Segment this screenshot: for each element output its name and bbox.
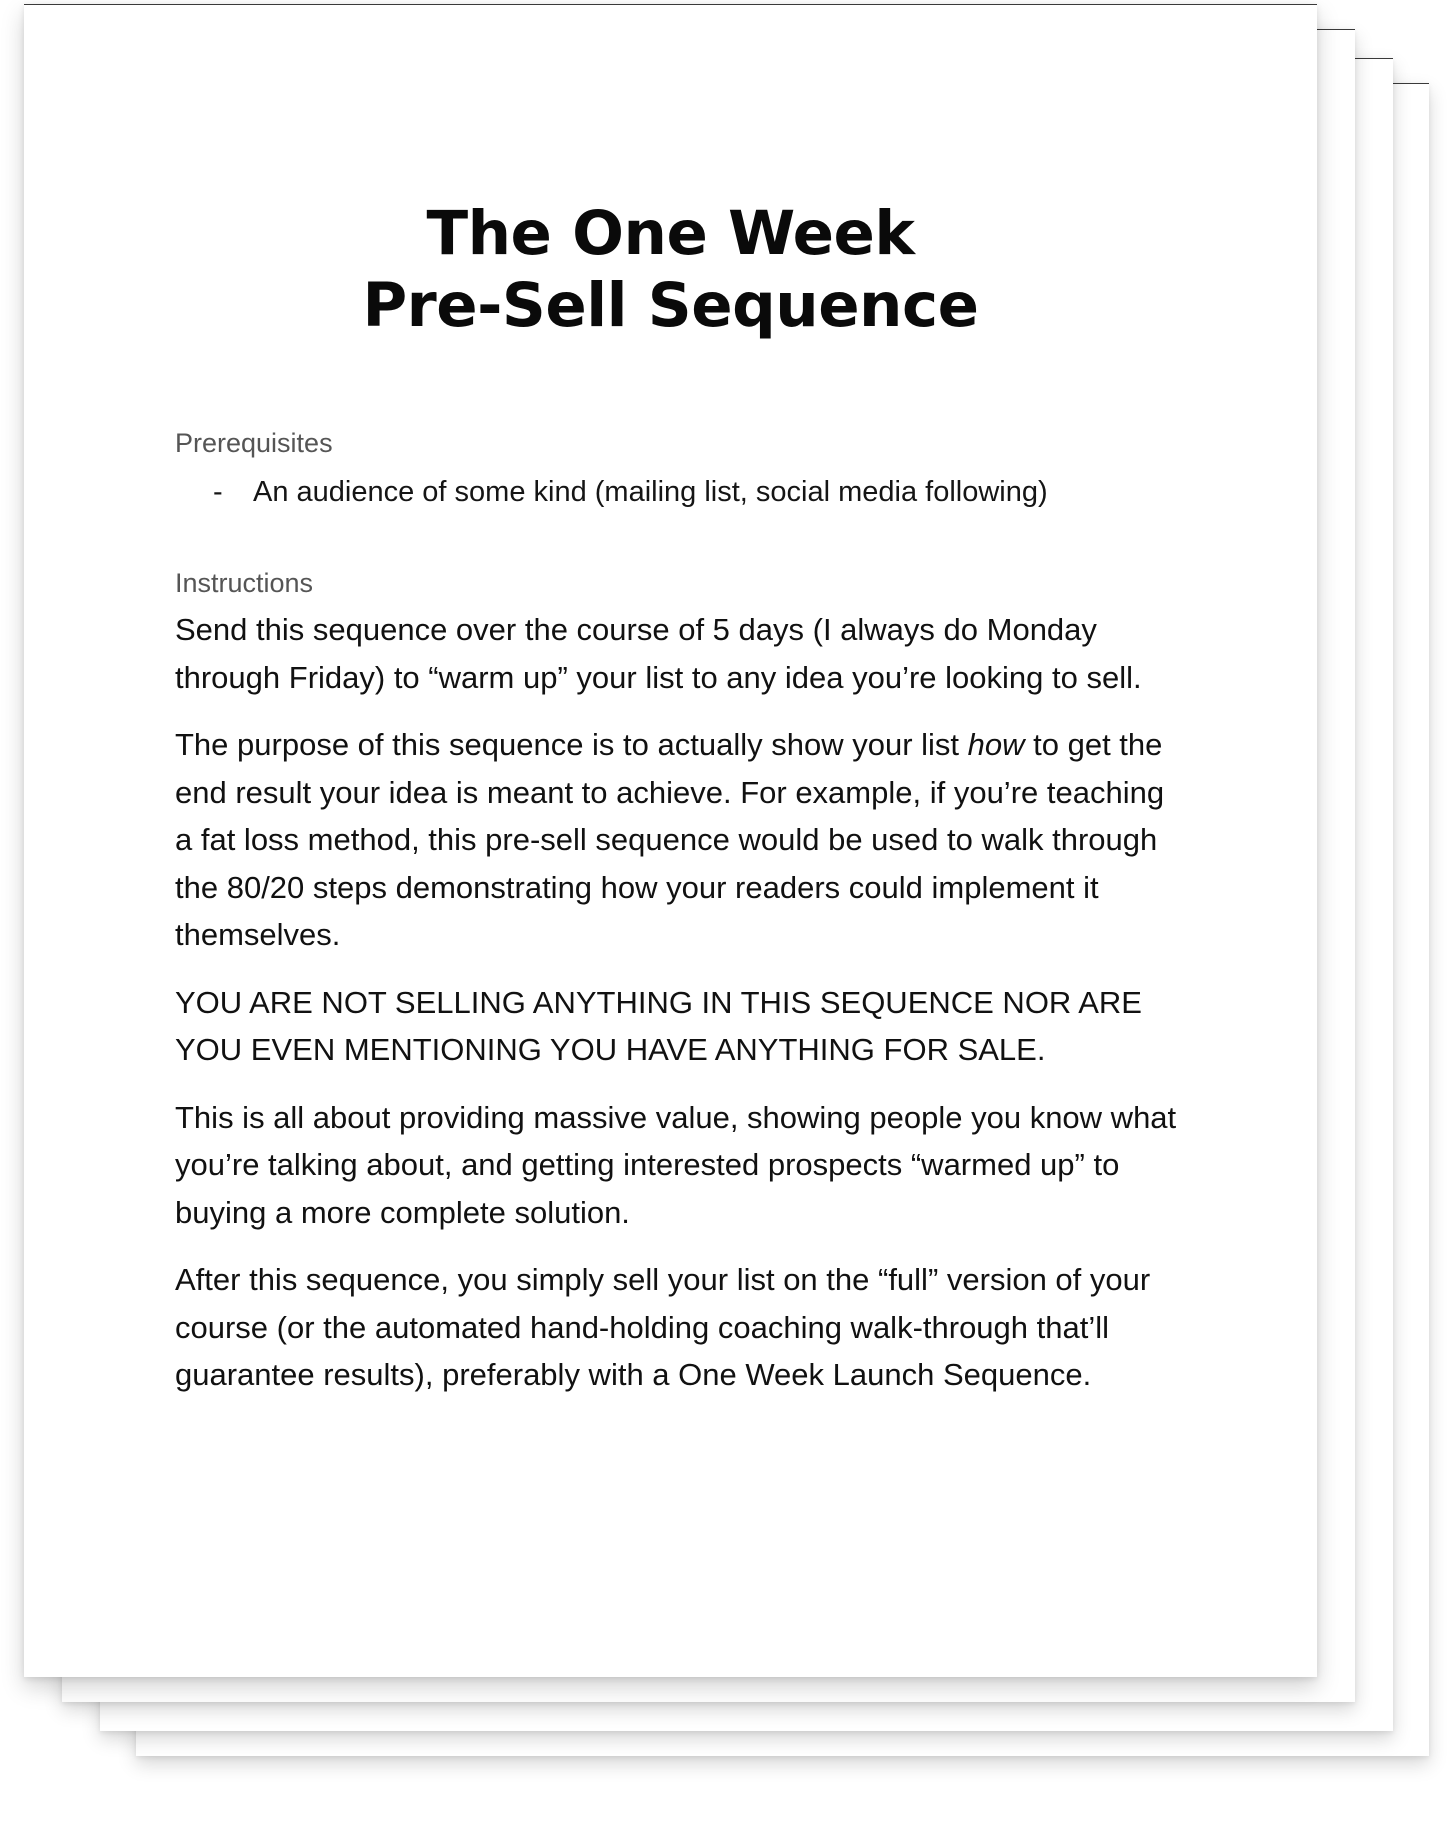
title-line-2: Pre-Sell Sequence bbox=[362, 269, 979, 341]
title-line-1: The One Week bbox=[426, 197, 915, 269]
list-item bbox=[213, 474, 1185, 510]
instructions-paragraph-5: After this sequence, you simply sell your list on the “full” version of your course (or the automated hand-holding coaching walk-through that’ll guarantee results), preferably with a One Week Launch Sequence. bbox=[175, 1262, 1151, 1392]
document-title bbox=[24, 198, 1317, 342]
instructions-paragraph-4: This is all about providing massive value, showing people you know what you’re talking about, and getting interested prospects “warmed up” to buying a more complete solution. bbox=[175, 1099, 1177, 1230]
prerequisites-label: Prerequisites bbox=[175, 428, 333, 458]
instructions-paragraph-1: Send this sequence over the course of 5 days (I always do Monday through Friday) to “warm up” your list to any idea you’re looking to sell. bbox=[175, 612, 1142, 695]
instructions-paragraph-3: YOU ARE NOT SELLING ANYTHING IN THIS SEQUENCE NOR ARE YOU EVEN MENTIONING YOU HAVE ANYTHING FOR SALE. bbox=[175, 984, 1142, 1067]
prerequisite-text: An audience of some kind (mailing list, social media following) bbox=[253, 476, 1048, 508]
emphasis-how: how bbox=[967, 727, 1025, 762]
instructions-paragraph-2 bbox=[175, 721, 1185, 959]
instructions-label: Instructions bbox=[175, 568, 314, 598]
dash-bullet: - bbox=[213, 476, 223, 508]
paragraph-2-start: The purpose of this sequence is to actually show your list bbox=[175, 727, 968, 762]
front-page bbox=[24, 4, 1317, 1677]
document-body bbox=[175, 426, 1185, 1399]
paragraph-2-end: to get the end result your idea is meant to achieve. For example, if you’re teaching a fat loss method, this pre-sell sequence would be used to walk through the 80/20 steps demonstrating how your readers could implement it themselves. bbox=[175, 727, 1165, 952]
prerequisites-list bbox=[175, 474, 1185, 510]
